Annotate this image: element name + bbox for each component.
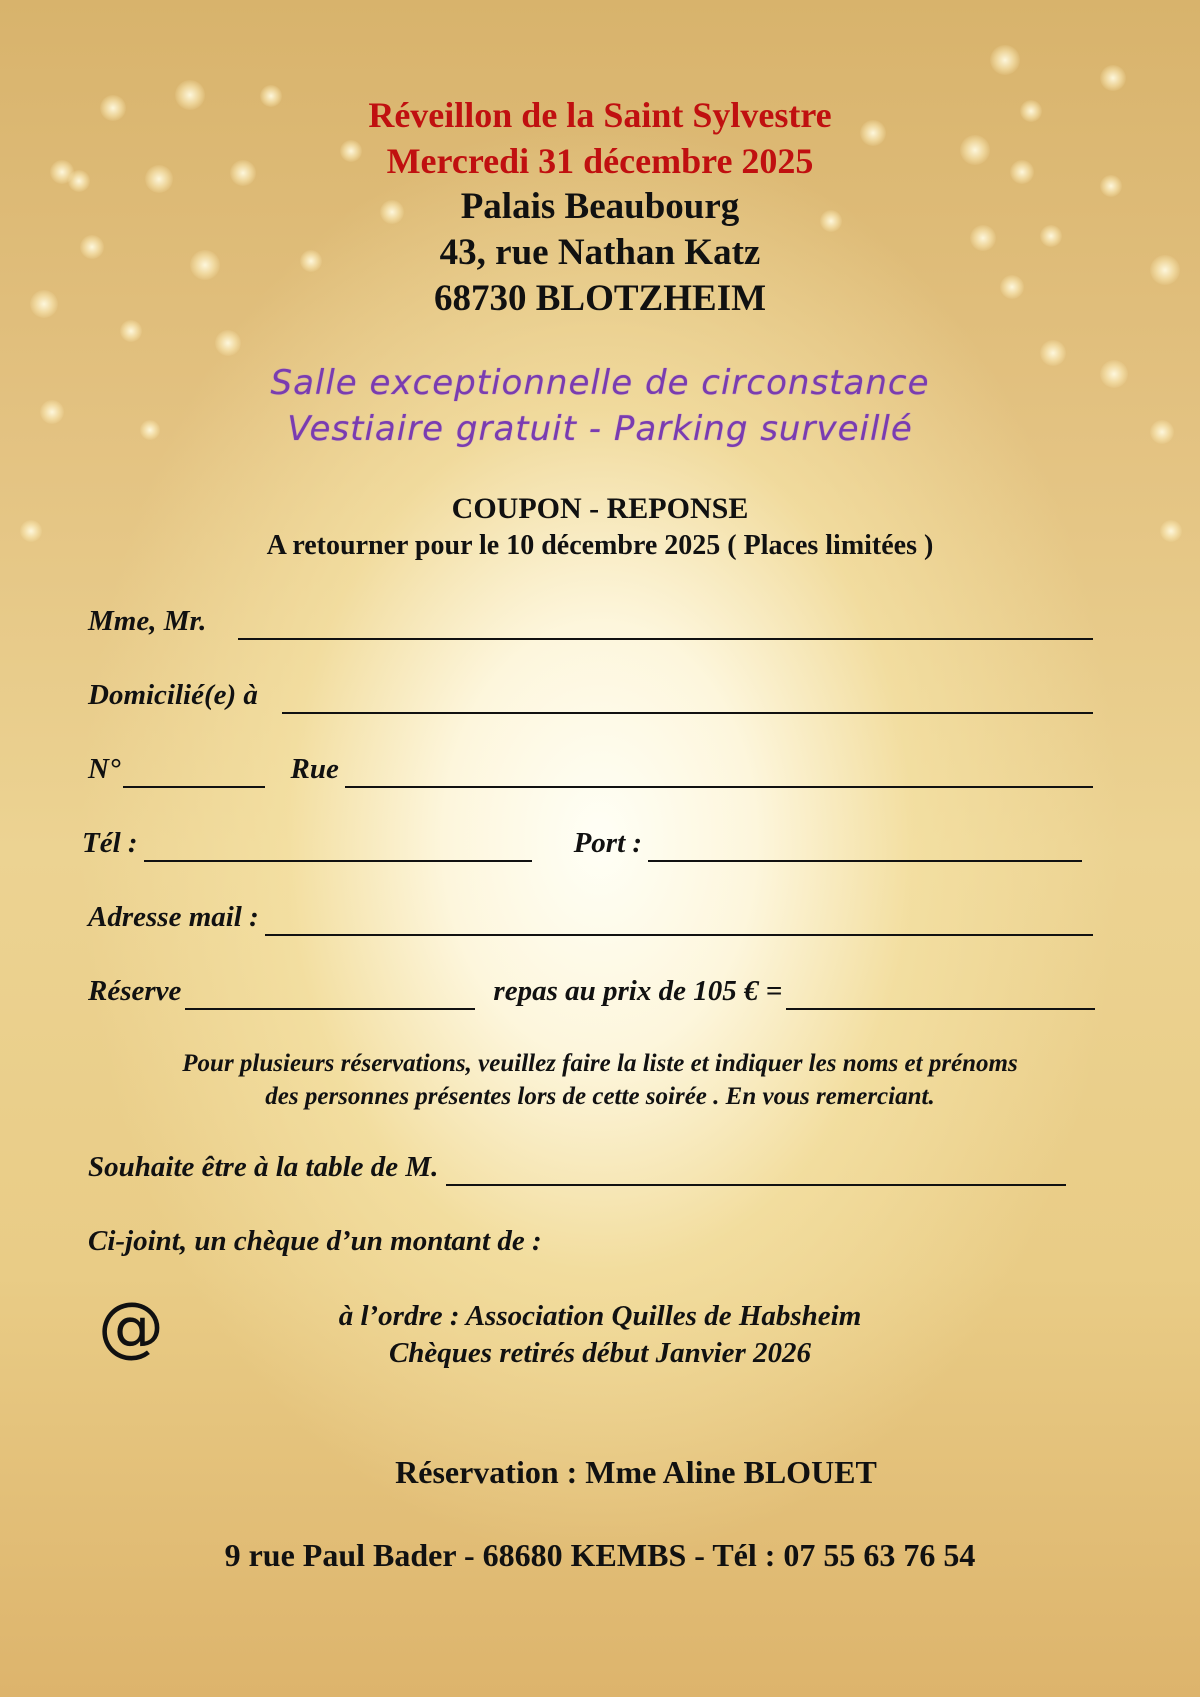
row-address [88,752,1093,788]
at-sign-icon: @ [98,1288,164,1365]
contact-address: 9 rue Paul Bader - 68680 KEMBS - Tél : 07 55 63 76 54 [224,1537,976,1573]
phone-field[interactable] [144,830,532,862]
total-amount-field[interactable] [786,978,1095,1010]
email-label: Adresse mail : [88,901,259,933]
reservation-contact: Réservation : Mme Aline BLOUET [395,1454,877,1490]
name-label: Mme, Mr. [88,605,207,637]
venue-name: Palais Beaubourg [460,186,740,227]
venue-city: 68730 BLOTZHEIM [433,278,767,319]
venue-street: 43, rue Nathan Katz [439,232,761,273]
city-label: Domicilié(e) à [88,679,258,711]
feature-services: Vestiaire gratuit - Parking surveillé [287,409,913,449]
number-label: N° [88,753,121,785]
number-field[interactable] [123,756,265,788]
note-line-1: Pour plusieurs réservations, veuillez faire la liste et indiquer les noms et prénoms [182,1050,1018,1077]
row-name [88,604,1093,640]
table-label: Souhaite être à la table de M. [88,1151,439,1183]
city-field[interactable] [282,682,1093,714]
event-date: Mercredi 31 décembre 2025 [386,141,814,181]
reserve-label: Réserve [88,975,182,1007]
feature-hall: Salle exceptionnelle de circonstance [270,363,930,403]
cheque-order: à l’ordre : Association Quilles de Habsheim [338,1300,862,1332]
street-field[interactable] [345,756,1093,788]
table-host-field[interactable] [446,1154,1066,1186]
row-cheque [88,1224,1093,1260]
email-field[interactable] [265,904,1093,936]
event-title: Réveillon de la Saint Sylvestre [368,95,832,135]
price-label: repas au prix de 105 € = [493,975,783,1007]
row-table [88,1150,1066,1186]
row-reservation [88,974,1095,1010]
cheque-withdrawal: Chèques retirés début Janvier 2026 [388,1337,812,1369]
row-city [88,678,1093,714]
cheque-label: Ci-joint, un chèque d’un montant de : [88,1225,542,1257]
mobile-field[interactable] [648,830,1082,862]
name-field[interactable] [238,608,1093,640]
row-email [88,900,1093,936]
phone-label: Tél : [82,827,138,859]
coupon-title: COUPON - REPONSE [451,492,749,525]
row-phones [82,826,1082,862]
meal-count-field[interactable] [185,978,475,1010]
note-line-2: des personnes présentes lors de cette soirée . En vous remerciant. [265,1083,935,1110]
street-label: Rue [290,753,339,785]
coupon-deadline: A retourner pour le 10 décembre 2025 ( Places limitées ) [266,530,934,561]
mobile-label: Port : [573,827,643,859]
